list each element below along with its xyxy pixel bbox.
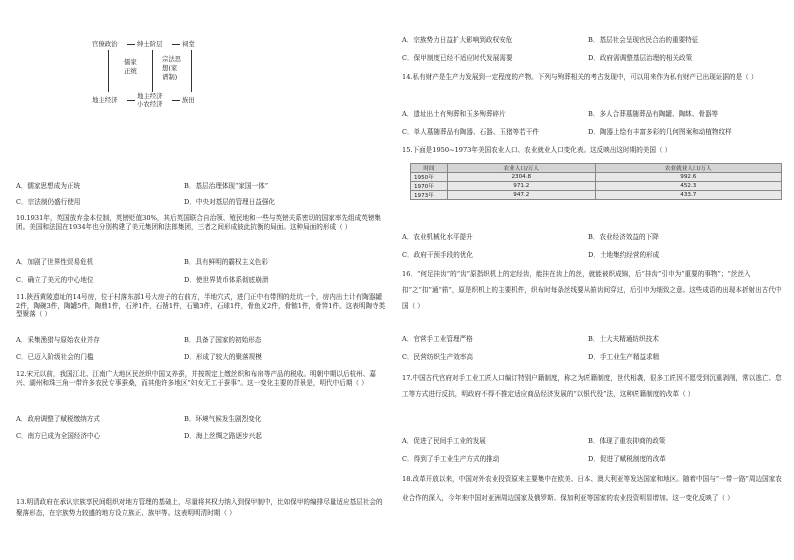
q12-option-d[interactable]: D．海上丝绸之路逐步兴起 (184, 432, 262, 440)
q15-stem: 15.下面是1950~1973年美国农业人口、农业就业人口变化表。这反映出这时期的美国（ ） (402, 146, 672, 154)
table-row (411, 173, 782, 182)
table-cell: 1973年 (411, 191, 448, 200)
diagram-zongfa-2: 想(家 (162, 64, 178, 72)
diagram-zongfa-1: 宗法思 (162, 55, 182, 63)
q15-option-a[interactable]: A．农业机械化水平提升 (402, 233, 473, 241)
diagram-dizhu: 地主经济 (92, 96, 118, 104)
diagram-rujia: 儒家 (124, 58, 137, 66)
table-cell: 433.7 (595, 191, 781, 200)
diagram-zutian: 族田 (182, 96, 195, 104)
q17-option-a[interactable]: A．促进了民间手工业的发展 (402, 437, 486, 445)
table-cell: 992.6 (595, 173, 781, 182)
q10-stem: 10.1931年，英国放弃金本位制，英镑贬值30%，其后英国联合自治领、殖民地和一些与英镑关系密切的国家率先组成英镑集团。美国和法国在1934年也分别构建了美元集团和法郎集团，三者之间形成彼此抗衡的局面。这种局面的形成（ ） (16, 214, 382, 231)
q14-stem: 14.私有财产是生产力发展到一定程度的产物。下列与殉葬相关的考古发现中，可以用来作为私有财产已出现证据的是（ ） (402, 73, 758, 81)
q16-option-b[interactable]: B．士大夫精通纺织技术 (588, 335, 659, 343)
diagram-zhengtong: 正统 (124, 67, 137, 75)
q11-stem: 11.陕西黄陵遗址的14号房，位于村落东部1号大房子的右前方，半地穴式，进门正中有带围的灶坑一个，房内出土计有陶器罐2件，陶碗3件，陶罐5件，陶鼎1件，石斧1件，石凿1件，石锄3件，石球1件，骨鱼叉2件，骨镞1件，骨笄1件。这表明陶寺类型聚落（ ） (16, 293, 386, 318)
q11-option-a[interactable]: A．采集渔猎与原始农业并存 (16, 336, 100, 344)
q13-option-d[interactable]: D．政府需调整基层治理的相关政策 (588, 54, 693, 62)
q15-option-c[interactable]: C．政府干预手段的优化 (402, 251, 473, 259)
q18-stem: 18.改革开放以来，中国对外农业投资原来主要集中在欧美、日本、澳大利亚等发达国家和地区。随着中国与“一带一路”周边国家农业合作的深入，今年来中国对亚洲周边国家及俄罗斯、保加利亚等国家的农业投资明显增加。这一变化反映了（ ） (402, 475, 782, 502)
q13-stem: 13.明清政府在承认宗族享民间组织对地方管理的基础上，尽量将其权力纳入到保甲制中，比如保甲的编排尽量适应基层社会的聚落形态，在宗族势力较盛的地方设立族正、族甲等。这表明明清时期（ ） (16, 498, 383, 517)
diagram-xiaonong: 小农经济 (137, 100, 163, 108)
q17-option-d[interactable]: D．促进了赋税制度的改革 (588, 455, 666, 463)
q10-option-c[interactable]: C．确立了美元的中心地位 (16, 276, 94, 284)
q9-option-d[interactable]: D．中央对基层的管理日益强化 (184, 198, 276, 206)
q14-option-c[interactable]: C．单人墓随葬品有陶器、石器、玉猪等若干件 (402, 128, 539, 136)
table-cell: 971.2 (448, 182, 596, 191)
q17-option-c[interactable]: C．得到了手工业生产方式的推动 (402, 455, 500, 463)
q16-option-c[interactable]: C．民营纺织生产效率高 (402, 353, 473, 361)
q14-option-a[interactable]: A．遗址出土有殉葬和玉多殉葬碎片 (402, 110, 506, 118)
q15-option-b[interactable]: B．农业经济效益的下降 (588, 233, 659, 241)
q14-option-d[interactable]: D．陶器上绘有丰富多彩的几何图案和动植物纹样 (588, 128, 732, 136)
table-cell: 1950年 (411, 173, 448, 182)
q9-option-c[interactable]: C．宗法制仍盛行使用 (16, 198, 81, 206)
q11-option-b[interactable]: B．具备了国家的初始形态 (184, 336, 262, 344)
table-cell: 452.3 (595, 182, 781, 191)
q16-stem: 16．“何足挂齿”的“齿”原指织机上的定经齿，能挂在齿上的丝，就能被织成锦，后“挂齿”引申为“重要的事物”；“丝丝入扣”之“扣”通“筘”，原是织机上的主要机件，织布时每条丝线要从筘齿间穿过，后引申为细致之意。这些成语的出现本折射出古代中国（ ） (402, 270, 782, 310)
table-header-row (411, 164, 782, 173)
q17-stem: 17.中国古代官府对手工业工匠人口编订特别户籍制度，称之为匠籍制度，世代相袭，很多工匠因不愿受到沉重剥削，常以逃亡、怠工等方式进行反抗，明政府不得不推定适应商品经济发展的“以银代役”法，这种匠籍制度的改革（ ） (402, 374, 782, 398)
q11-option-c[interactable]: C．已迈入阶级社会的门槛 (16, 353, 94, 361)
q11-option-d[interactable]: D．形成了较大的聚落规模 (184, 353, 262, 361)
q10-option-b[interactable]: B．具有鲜明的霸权主义色彩 (184, 258, 268, 266)
diagram-guanliao: 官僚政治 (92, 40, 118, 48)
table-header: 农业人口/万人 (448, 164, 596, 173)
table-header: 时间 (411, 164, 448, 173)
population-table (410, 163, 782, 200)
q12-option-a[interactable]: A．政府调整了赋税缴纳方式 (16, 415, 100, 423)
q13-option-c[interactable]: C．保甲制度已经不适应时代发展需要 (402, 54, 513, 62)
table-cell: 947.2 (448, 191, 596, 200)
q12-stem: 12.宋元以前，我国江北、江南广大地区民丝织中国又养蚕，并按规定上缴丝织和布帛等产品的税收。明朝中期以后杭州、嘉兴、湖州和珠三角一带许多农民专事蚕桑，而其他许多地区“妇女无工于蚕事”。这一变化主要的背景是，明代中后期（ ） (16, 370, 376, 387)
q9-option-b[interactable]: B．基层治理体现“家国一体” (184, 182, 269, 190)
q16-option-a[interactable]: A．官营手工业管理严格 (402, 335, 473, 343)
q10-option-d[interactable]: D．使世界货币体系彻底崩溃 (184, 276, 269, 284)
q14-option-b[interactable]: B．多人合葬墓随葬品有陶罐、陶缽、骨器等 (588, 110, 719, 118)
q16-option-d[interactable]: D．手工业生产精益求精 (588, 353, 660, 361)
q10-option-a[interactable]: A．加剧了世界性贸易危机 (16, 258, 94, 266)
left-column (8, 0, 388, 560)
q12-option-b[interactable]: B．环境气候发生剧烈变化 (184, 415, 262, 423)
diagram-zongfa-3: 谱制) (162, 73, 178, 81)
diagram-dizhu-2: 地主经济 (137, 92, 163, 100)
q13-option-a[interactable]: A．宗族势力日益扩大影响到政权安危 (402, 36, 513, 44)
table-cell: 1970年 (411, 182, 448, 191)
q12-option-c[interactable]: C．南方已成为全国经济中心 (16, 432, 101, 440)
q9-option-a[interactable]: A．儒家思想成为正统 (16, 182, 81, 190)
q17-option-b[interactable]: B．体现了重农抑商的政策 (588, 437, 666, 445)
table-row (411, 191, 782, 200)
table-header: 农业就业人口/万人 (595, 164, 781, 173)
q13-option-b[interactable]: B．基层社会呈现官民合治的重要特征 (588, 36, 699, 44)
diagram-shenshi: 绅士阶层 (137, 40, 163, 48)
table-cell: 2304.8 (448, 173, 596, 182)
table-row (411, 182, 782, 191)
diagram-citang: 祠堂 (182, 40, 195, 48)
right-column (402, 0, 782, 560)
q15-option-d[interactable]: D．土地集约经营的形成 (588, 251, 660, 259)
